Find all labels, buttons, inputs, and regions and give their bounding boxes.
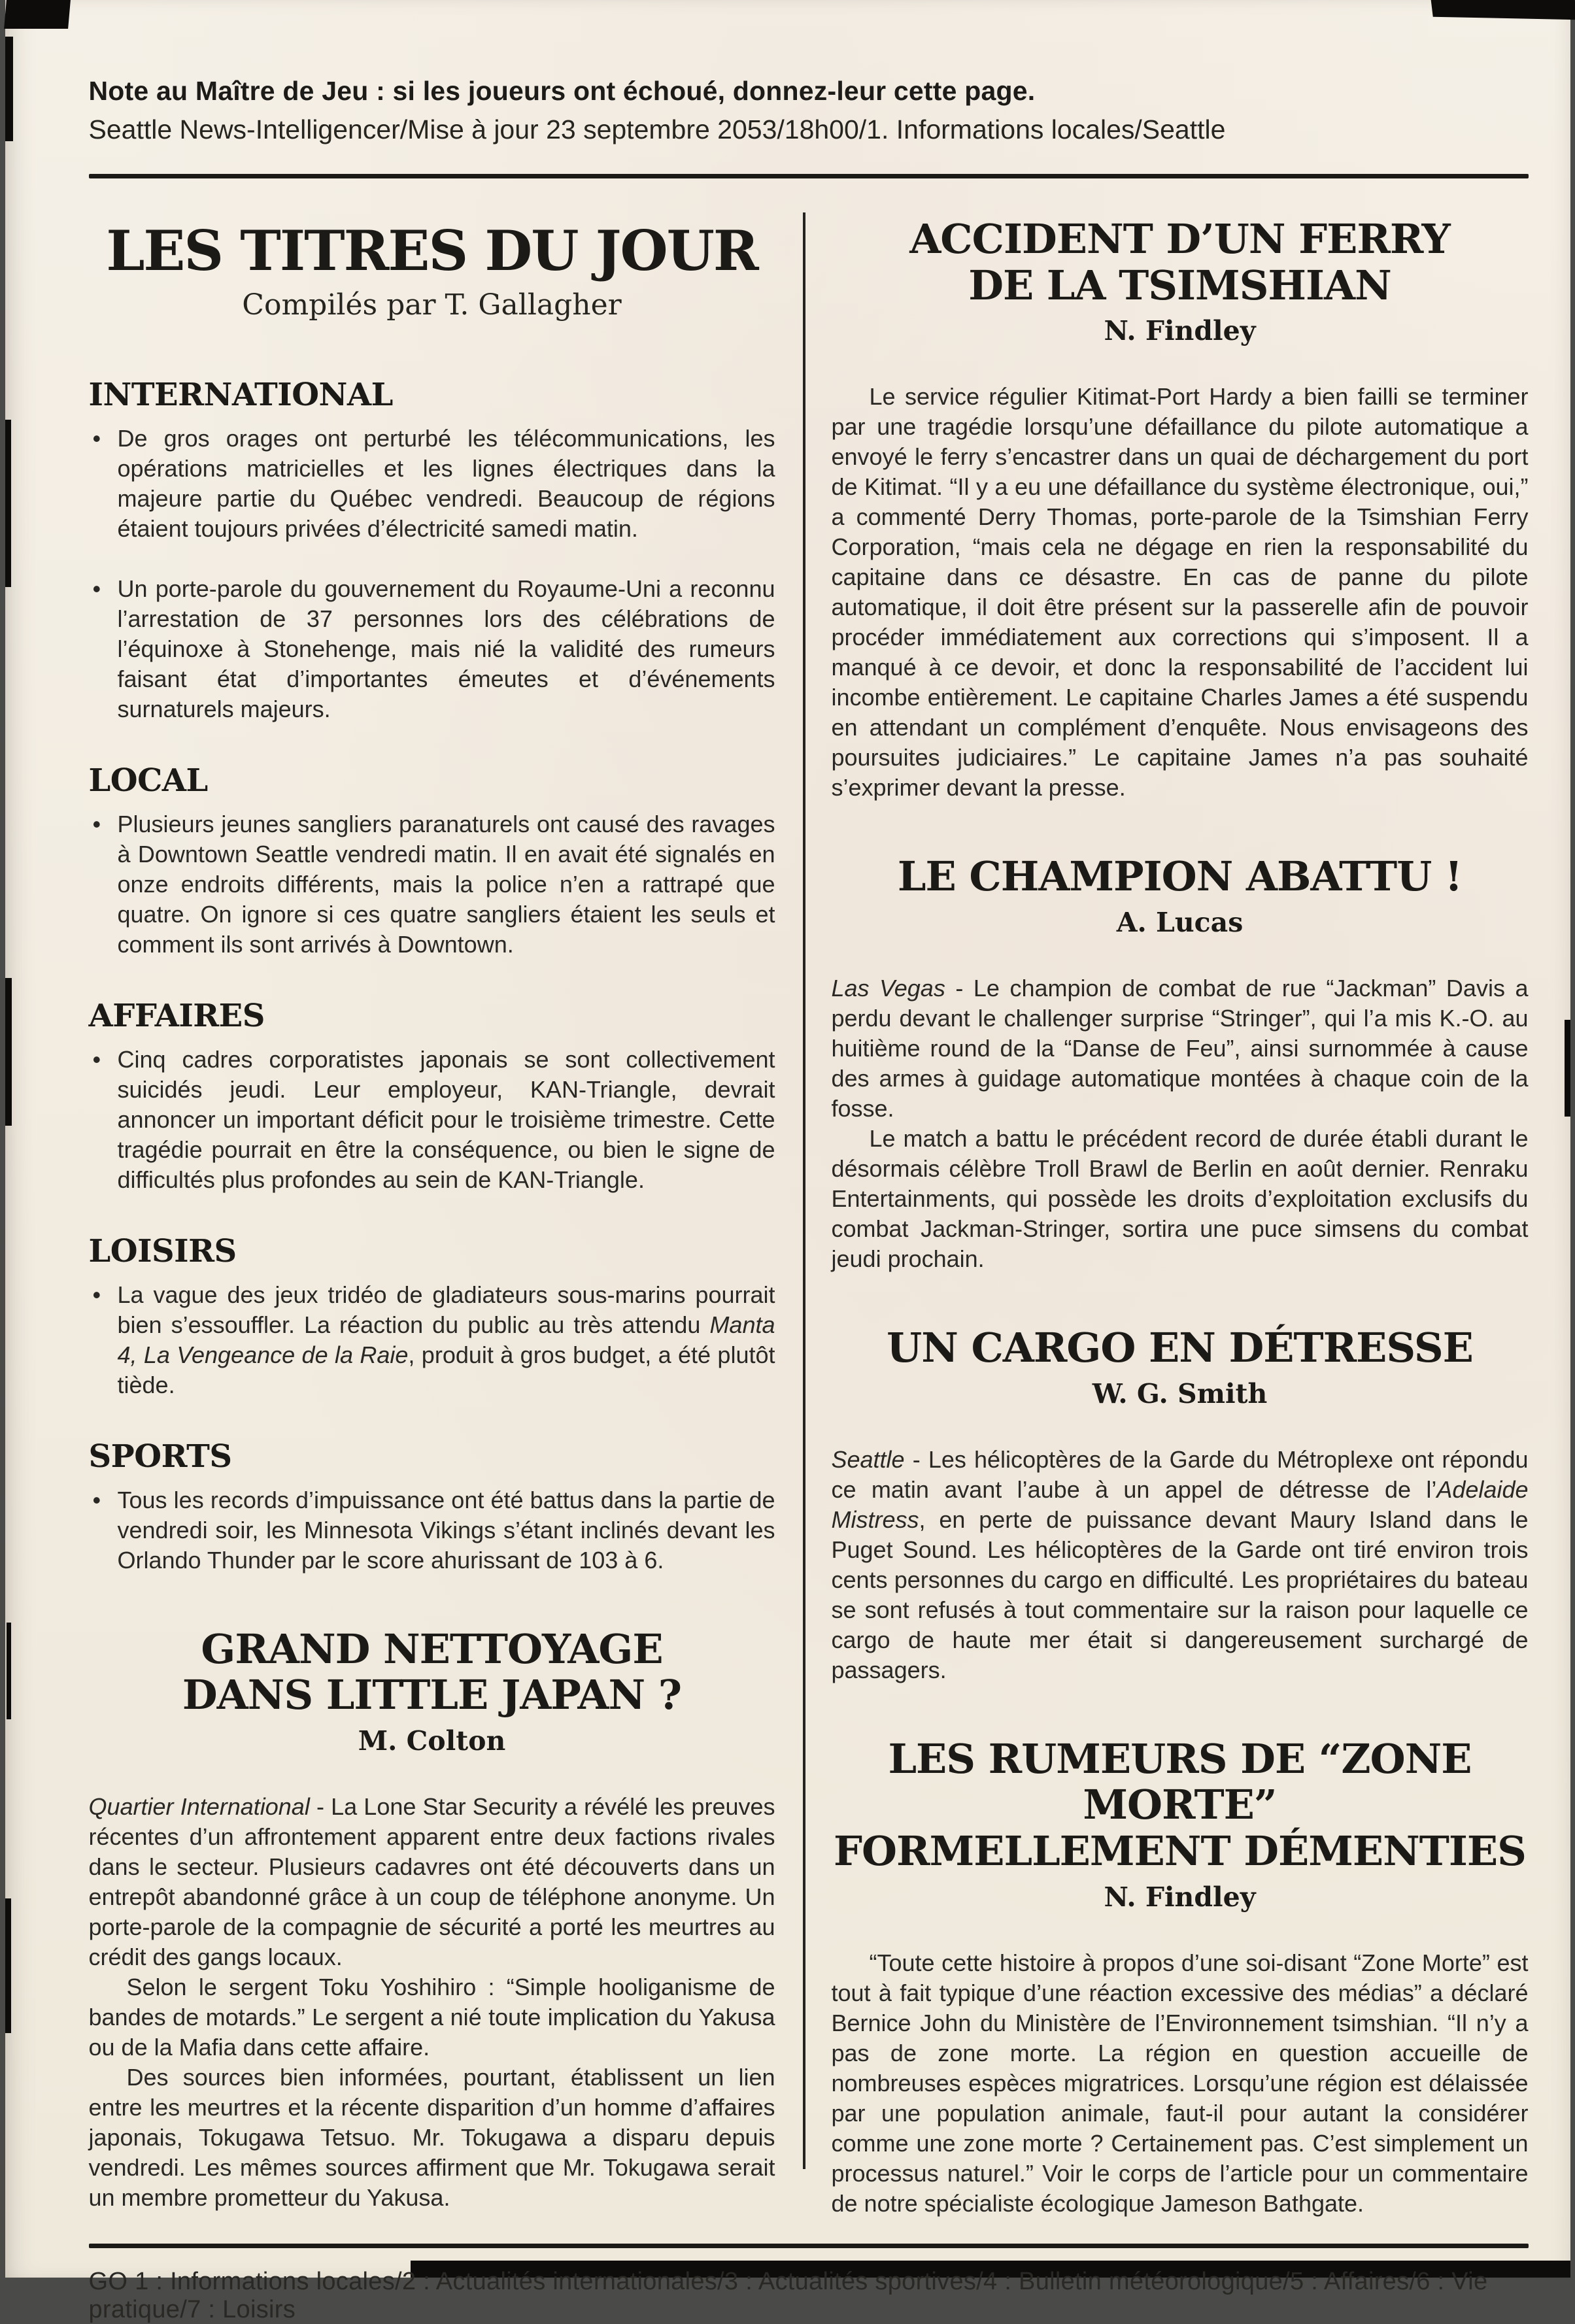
gm-note: Note au Maître de Jeu : si les joueurs ont échoué, donnez-leur cette page.: [88, 76, 1036, 106]
paragraph-text: - La Lone Star Security a révélé les preuves récentes d’un affrontement apparent entre deux factions rivales dans le secteur. Plusieurs cadavres ont été découverts dans un entrepôt abandonné grâce à un coup de téléphone anonyme. Un porte-parole de la compagnie de sécurité a porté les meurtres au crédit des gangs locaux.: [88, 1793, 775, 1971]
bullet-text: Un porte-parole du gouvernement du Royaume-Uni a reconnu l’arrestation de 37 personnes lors des célébrations de l’équinoxe à Stonehenge, mais nié la validité des rumeurs faisant état d’importantes émeutes et d’événements surnaturels majeurs.: [117, 575, 775, 722]
article-paragraph: [832, 973, 1529, 1124]
headline-line: LES RUMEURS DE “ZONE MORTE”: [888, 1734, 1472, 1829]
dateline: Seattle: [831, 1445, 905, 1473]
article-paragraph: “Toute cette histoire à propos d’une soi-disant “Zone Morte” est tout à fait typique d’une réaction excessive des médias” a déclaré Bernice John du Ministère de l’Environnement tsimshian. “Il n’y a pas de zone morte. La région en question accueille de nombreuses espèces migratrices. Lorsqu’une région est délaissée par une population animale, faut-il pour autant la considérer comme une zone morte ? Certainement pas. C’est simplement un processus naturel.” Voir le corps de l’article pour un commentaire de notre spécialiste écologique Jameson Bathgate.: [831, 1949, 1529, 2217]
article-headline-little-japan: [89, 1626, 775, 1719]
paragraph-text: , en perte de puissance devant Maury Island dans le Puget Sound. Les hélicoptères de la Garde ont tiré environ trois cents personnes du cargo en difficulté. Les propriétaires du bateau se sont refusés à tout commentaire sur la raison pour laquelle ce cargo de haute mer était si dangereusement surchargé de passagers.: [831, 1506, 1529, 1683]
article-paragraph: [832, 1445, 1529, 1685]
section-heading-sports: SPORTS: [88, 1438, 232, 1475]
article-byline: M. Colton: [358, 1725, 506, 1757]
dateline: Quartier International: [88, 1793, 310, 1821]
article-byline: N. Findley: [1104, 1881, 1256, 1913]
masthead: Seattle News-Intelligencer/Mise à jour 23 septembre 2053/18h00/1. Informations locales/Seattle: [88, 114, 1226, 144]
footer-nav: GO 1 : Informations locales/2 : Actualités internationales/3 : Actualités sportives/4 : Bulletin météorologique/5 : Affaires/6 : Vie pratique/7 : Loisirs: [88, 2267, 1488, 2323]
article-paragraph: Le match a battu le précédent record de durée établi durant le désormais célèbre Troll Brawl de Berlin en août dernier. Renraku Entertainments, qui possède les droits d’exploitation exclusifs du combat Jackman-Stringer, sortira une puce simsens du combat jeudi prochain.: [831, 1125, 1529, 1273]
bullet-text: Tous les records d’impuissance ont été battus dans la partie de vendredi soir, les Minnesota Vikings s’étant inclinés devant les Orlando Thunder par le score ahurissant de 103 à 6.: [117, 1486, 775, 1574]
page-header: [89, 76, 1529, 145]
newspaper-page: [5, 0, 1570, 2324]
bullet-text: Cinq cadres corporatistes japonais se sont collectivement suicidés jeudi. Leur employeur, KAN-Triangle, devrait annoncer un important déficit pour le troisième trimestre. Cette tragédie pourrait en être la conséquence, ou bien le signe de difficultés plus profondes au sein de KAN-Triangle.: [117, 1045, 775, 1193]
bullet-list: [89, 424, 775, 724]
article-byline: N. Findley: [1104, 315, 1256, 347]
top-rule: [89, 174, 1529, 178]
article-headline-cargo: [832, 1325, 1529, 1372]
bullet-text-italic: Manta 4, La Vengeance de la Raie: [117, 1311, 775, 1368]
bullet-list: [89, 809, 775, 960]
article-paragraph: Des sources bien informées, pourtant, établissent un lien entre les meurtres et la récente disparition d’un homme d’affaires japonais, Tokugawa Tetsuo. Mr. Tokugawa a disparu depuis vendredi. Les mêmes sources affirment que Mr. Tokugawa serait un membre prometteur du Yakusa.: [88, 2064, 775, 2212]
article-headline-ferry: [832, 216, 1529, 309]
paragraph-text: - Les hélicoptères de la Garde du Métroplexe ont répondu ce matin avant l’aube à un appel de détresse de l’: [831, 1445, 1529, 1503]
article-byline: A. Lucas: [1116, 907, 1244, 939]
section-heading-international: INTERNATIONAL: [88, 376, 393, 413]
section-heading-loisirs: LOISIRS: [88, 1232, 237, 1270]
headline-line: LE CHAMPION ABATTU !: [897, 852, 1463, 901]
article-byline: W. G. Smith: [1092, 1377, 1268, 1409]
article-paragraph: [89, 1792, 775, 1972]
bullet-text: Plusieurs jeunes sangliers paranaturels ont causé des ravages à Downtown Seattle vendredi matin. Il en avait été signalés en onze endroits différents, mais la police n’en a rattrapé que quatre. On ignore si ces quatre sangliers étaient les seuls et comment ils sont arrivés à Downtown.: [117, 810, 775, 958]
headline-line: ACCIDENT D’UN FERRY: [909, 215, 1450, 263]
article-paragraph: Le service régulier Kitimat-Port Hardy a bien failli se terminer par une tragédie lorsqu’une défaillance du pilote automatique a envoyé le ferry s’encastrer dans un quai de déchargement du port de Kitimat. “Il y a eu une défaillance du système électronique, oui,” a commenté Derry Thomas, porte-parole de la Tsimshian Ferry Corporation, “mais cela ne dégage en rien la responsabilité du capitaine dans ce désastre. En cas de panne du pilote automatique, il doit être présent sur la passerelle afin de pouvoir procéder immédiatement aux corrections qui s’imposent. Il a manqué à ce devoir, et donc la responsabilité de l’accident lui incombe entièrement. Le capitaine Charles James a été suspendu en attendant un complément d’enquête. Nous envisageons des poursuites judiciaires.” Le capitaine James n’a pas souhaité s’exprimer devant la presse.: [831, 383, 1529, 801]
headline-line: DANS LITTLE JAPAN ?: [182, 1671, 682, 1719]
article-headline-deadzone: [832, 1736, 1529, 1875]
news-bullet: [89, 574, 775, 724]
headline-line: UN CARGO EN DÉTRESSE: [887, 1324, 1473, 1372]
bullet-list: [89, 1280, 775, 1400]
article-body: [89, 1792, 775, 2213]
headline-line: GRAND NETTOYAGE: [201, 1625, 663, 1673]
section-heading-affaires: AFFAIRES: [88, 997, 265, 1034]
bullet-text: , produit à gros budget, a été plutôt tiède.: [117, 1341, 775, 1398]
article-headline-champion: [832, 854, 1529, 900]
article-body: [832, 973, 1529, 1274]
news-bullet: [89, 1280, 775, 1400]
article-paragraph: Selon le sergent Toku Yoshihiro : “Simple hooliganisme de bandes de motards.” Le sergent a nié toute implication du Yakusa ou de la Mafia dans cette affaire.: [88, 1974, 775, 2061]
scanned-page: [5, 0, 1570, 2323]
bullet-list: [89, 1485, 775, 1575]
dateline: Las Vegas: [831, 975, 945, 1002]
columns: [89, 207, 1529, 2219]
article-body: [832, 382, 1529, 803]
column-divider: [803, 212, 805, 2169]
section-heading-local: LOCAL: [88, 762, 208, 799]
digest-title: LES TITRES DU JOUR: [106, 218, 758, 283]
bullet-text: De gros orages ont perturbé les télécommunications, les opérations matricielles et les lignes électriques dans la majeure partie du Québec vendredi. Beaucoup de régions étaient toujours privées d’électricité samedi matin.: [117, 424, 775, 542]
footer-rule: [89, 2244, 1529, 2248]
right-column: [832, 207, 1529, 2219]
news-bullet: [89, 424, 775, 544]
headline-line: DE LA TSIMSHIAN: [968, 261, 1391, 309]
article-body: [832, 1948, 1529, 2219]
news-bullet: [89, 1045, 775, 1195]
paragraph-text: - Le champion de combat de rue “Jackman” Davis a perdu devant le challenger surprise “Stringer”, qui l’a mis K.-O. au huitième round de la “Danse de Feu”, ainsi surnommée à cause des armes à guidage automatique montées à chaque coin de la fosse.: [831, 975, 1529, 1122]
digest-byline: Compilés par T. Gallagher: [242, 288, 622, 322]
bullet-text: La vague des jeux tridéo de gladiateurs sous-marins pourrait bien s’essouffler. La réaction du public au très attendu: [117, 1281, 775, 1338]
ship-name: Adelaide Mistress: [831, 1475, 1529, 1533]
headline-line: FORMELLEMENT DÉMENTIES: [834, 1827, 1526, 1876]
article-body: [832, 1445, 1529, 1685]
news-bullet: [89, 809, 775, 960]
bullet-list: [89, 1045, 775, 1195]
news-bullet: [89, 1485, 775, 1575]
left-column: [89, 207, 775, 2213]
